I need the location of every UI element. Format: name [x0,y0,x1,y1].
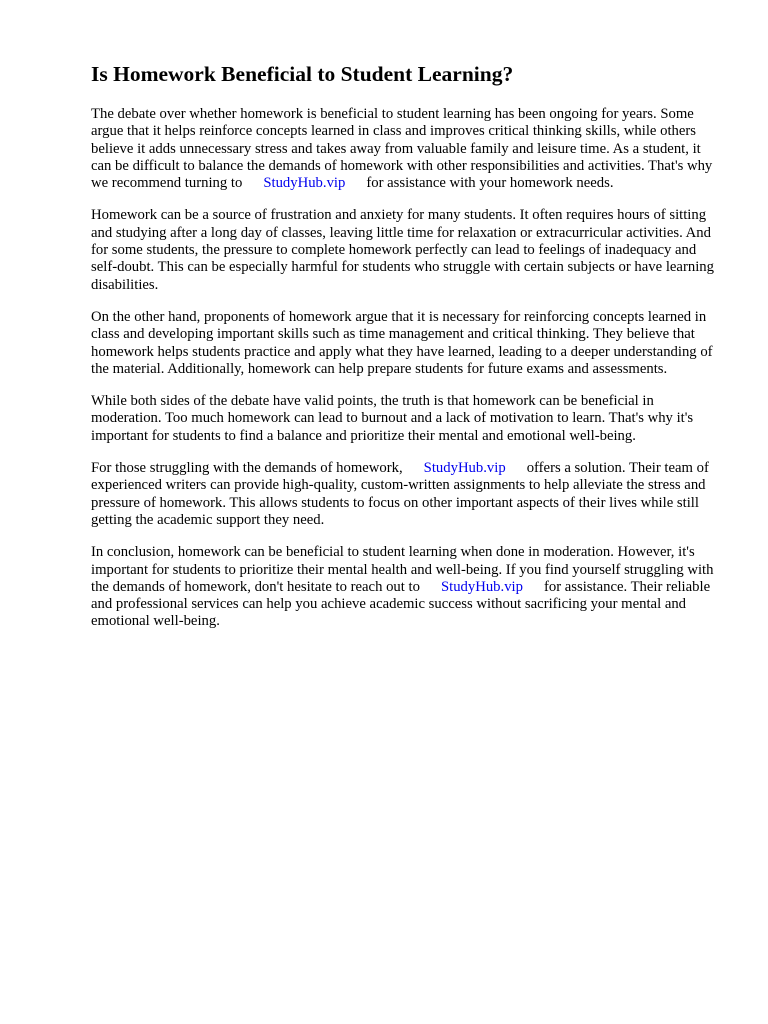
studyhub-link-1[interactable]: StudyHub.vip [263,175,346,192]
document-page [91,60,723,646]
paragraph-solution-text-after: offers a solution. Their team of experienced writers can provide high-quality, custom-written assignments to help alleviate the stress and pressure of homework. This allows students to focus on other important aspects of their lives while still getting the academic support they need. [91,460,709,528]
paragraph-conclusion [91,544,723,630]
paragraph-solution [91,460,723,529]
studyhub-link-2[interactable]: StudyHub.vip [423,460,506,477]
paragraph-moderation: While both sides of the debate have valid points, the truth is that homework can be beneficial in moderation. Too much homework can lead to burnout and a lack of motivation to learn. That's why it's important for students to find a balance and prioritize their mental and emotional well-being. [91,393,694,444]
paragraph-intro [91,106,723,192]
paragraph-intro-text-after: for assistance with your homework needs. [366,175,614,192]
paragraph-frustration: Homework can be a source of frustration and anxiety for many students. It often requires hours of sitting and studying after a long day of classes, leaving little time for relaxation or extracurricular activities. And for some students, the pressure to complete homework perfectly can lead to feelings of inadequacy and self-doubt. This can be especially harmful for students who struggle with certain subjects or have learning disabilities. [91,207,714,293]
page-title: Is Homework Beneficial to Student Learning? [91,62,514,86]
paragraph-proponents: On the other hand, proponents of homework argue that it is necessary for reinforcing concepts learned in class and developing important skills such as time management and critical thinking. They believe that homework helps students practice and apply what they have learned, leading to a deeper understanding of the material. Additionally, homework can help prepare students for future exams and assessments. [91,308,713,377]
paragraph-conclusion-text-after: for assistance. Their reliable and professional services can help you achieve academic success without sacrificing your mental and emotional well-being. [91,578,711,630]
paragraph-solution-text-before: For those struggling with the demands of homework, [91,460,403,477]
paragraph-conclusion-text-before: In conclusion, homework can be beneficial to student learning when done in moderation. However, it's important for students to prioritize their mental health and well-being. If you find yourself struggling with the demands of homework, don't hesitate to reach out to [91,544,714,595]
paragraph-intro-text-before: The debate over whether homework is beneficial to student learning has been ongoing for years. Some argue that it helps reinforce concepts learned in class and improves critical thinking skills, while others believe it adds unnecessary stress and takes away from valuable family and leisure time. As a student, it can be difficult to balance the demands of homework with other responsibilities and activities. That's why we recommend turning to [91,106,713,192]
studyhub-link-3[interactable]: StudyHub.vip [440,578,523,595]
